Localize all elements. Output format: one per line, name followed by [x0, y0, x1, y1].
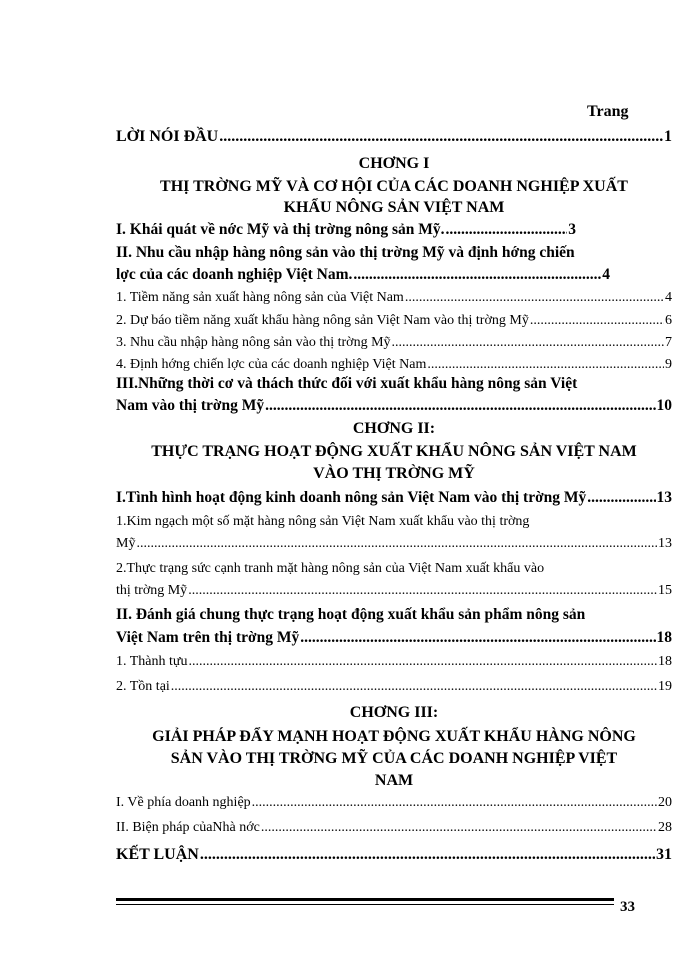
- dot-leader: [265, 397, 655, 415]
- chapter-3-heading: CHƠNG III:: [349, 704, 439, 721]
- toc-entry-label: 1. Thành tựu: [116, 654, 188, 669]
- toc-entry-label: 1. Tiềm năng sản xuất hàng nông sản của Việt Nam: [116, 290, 404, 305]
- toc-entry-label: KẾT LUẬN: [116, 846, 199, 863]
- chapter-3-title-line-1: GIẢI PHÁP ĐẨY MẠNH HOẠT ĐỘNG XUẤT KHẨU HÀNG NÔNG: [152, 728, 636, 745]
- toc-entry-1-3-line-1: III.Những thời cơ và thách thức đối với xuất khẩu hàng nông sản Việt: [116, 375, 578, 392]
- dot-leader: [200, 846, 655, 864]
- footer-rule-thick: [116, 898, 614, 901]
- toc-entry-page: 18: [656, 629, 672, 646]
- dot-leader: [188, 583, 657, 599]
- dot-leader: [219, 128, 663, 146]
- toc-entry-intro[interactable]: [116, 128, 672, 146]
- toc-entry-2-1-2-line-1: 2.Thực trạng sức cạnh tranh mặt hàng nông sản của Việt Nam xuất khẩu vào: [116, 561, 545, 576]
- toc-entry-1-1[interactable]: [116, 221, 576, 239]
- toc-entry-page: 1: [664, 128, 672, 145]
- dot-leader: [300, 629, 655, 647]
- dot-leader: [446, 221, 568, 239]
- toc-entry-page: 7: [665, 335, 672, 350]
- toc-entry-page: 4: [602, 266, 610, 283]
- toc-entry-1-2-4[interactable]: [116, 357, 672, 373]
- toc-entry-3-2[interactable]: [116, 820, 672, 836]
- toc-entry-page: 3: [568, 221, 576, 238]
- toc-entry-3-1[interactable]: [116, 795, 672, 811]
- toc-entry-1-2-line-1: II. Nhu cầu nhập hàng nông sản vào thị trờng Mỹ và định hớng chiến: [116, 244, 575, 261]
- toc-entry-label: 3. Nhu cầu nhập hàng nông sản vào thị trờng Mỹ: [116, 335, 391, 350]
- dot-leader: [587, 489, 655, 507]
- toc-entry-page: 4: [665, 290, 672, 305]
- toc-entry-label: Việt Nam trên thị trờng Mỹ: [116, 629, 300, 646]
- toc-entry-page: 15: [658, 583, 672, 598]
- toc-entry-page: 13: [656, 489, 672, 506]
- toc-entry-2-1-1-line-1: 1.Kim ngạch một số mặt hàng nông sản Việt Nam xuất khẩu vào thị trờng: [116, 514, 530, 529]
- toc-entry-2-2-1[interactable]: [116, 654, 672, 670]
- dot-leader: [530, 313, 664, 329]
- toc-entry-page: 18: [658, 654, 672, 669]
- toc-entry-1-2-1[interactable]: [116, 290, 672, 306]
- toc-entry-label: lợc của các doanh nghiệp Việt Nam.: [116, 266, 353, 283]
- chapter-1-heading: CHƠNG I: [358, 155, 430, 172]
- toc-entry-conclusion[interactable]: [116, 846, 672, 864]
- dot-leader: [353, 266, 601, 284]
- toc-entry-page: 9: [665, 357, 672, 372]
- chapter-3-title-line-3: NAM: [374, 772, 414, 789]
- toc-entry-label: thị trờng Mỹ: [116, 583, 188, 598]
- toc-entry-label: I.Tình hình hoạt động kinh doanh nông sản Việt Nam vào thị trờng Mỹ: [116, 489, 587, 506]
- chapter-3-title-line-2: SẢN VÀO THỊ TRỜNG MỸ CỦA CÁC DOANH NGHIỆP VIỆT: [170, 750, 618, 767]
- dot-leader: [427, 357, 664, 373]
- toc-entry-label: 2. Dự báo tiềm năng xuất khẩu hàng nông sản Việt Nam vào thị trờng Mỹ: [116, 313, 529, 328]
- toc-entry-1-3[interactable]: [116, 397, 672, 415]
- chapter-2-heading: CHƠNG II:: [352, 420, 436, 437]
- dot-leader: [136, 536, 657, 552]
- chapter-2-title-line-2: VÀO THỊ TRỜNG MỸ: [313, 465, 475, 482]
- chapter-2-title-line-1: THỰC TRẠNG HOẠT ĐỘNG XUẤT KHẨU NÔNG SẢN VIỆT NAM: [151, 443, 637, 460]
- dot-leader: [392, 335, 664, 351]
- toc-entry-page: 31: [656, 846, 672, 863]
- toc-entry-page: 13: [658, 536, 672, 551]
- toc-entry-label: I. Khái quát về nớc Mỹ và thị trờng nông sản Mỹ.: [116, 221, 445, 238]
- toc-entry-label: Nam vào thị trờng Mỹ: [116, 397, 265, 414]
- dot-leader: [252, 795, 657, 811]
- chapter-1-title-line-1: THỊ TRỜNG MỸ VÀ CƠ HỘI CỦA CÁC DOANH NGHIỆP XUẤT: [160, 178, 628, 195]
- toc-entry-2-1-2[interactable]: [116, 583, 672, 599]
- toc-entry-label: LỜI NÓI ĐẦU: [116, 128, 219, 145]
- chapter-1-title-line-2: KHẨU NÔNG SẢN VIỆT NAM: [283, 199, 505, 216]
- toc-entry-1-2[interactable]: [116, 266, 610, 284]
- toc-entry-2-2[interactable]: [116, 629, 672, 647]
- toc-entry-label: I. Về phía doanh nghiệp: [116, 795, 251, 810]
- toc-entry-label: Mỹ: [116, 536, 136, 551]
- toc-entry-page: 10: [656, 397, 672, 414]
- toc-entry-page: 28: [658, 820, 672, 835]
- toc-entry-2-1-1[interactable]: [116, 536, 672, 552]
- dot-leader: [171, 679, 657, 695]
- dot-leader: [189, 654, 658, 670]
- toc-entry-page: 6: [665, 313, 672, 328]
- toc-entry-2-2-line-1: II. Đánh giá chung thực trạng hoạt động xuất khẩu sản phẩm nông sản: [116, 606, 586, 623]
- toc-entry-page: 19: [658, 679, 672, 694]
- toc-entry-label: 2. Tồn tại: [116, 679, 170, 694]
- toc-entry-page: 20: [658, 795, 672, 810]
- toc-entry-2-1[interactable]: [116, 489, 672, 507]
- toc-entry-1-2-3[interactable]: [116, 335, 672, 351]
- toc-entry-label: II. Biện pháp củaNhà nớc: [116, 820, 260, 835]
- toc-entry-1-2-2[interactable]: [116, 313, 672, 329]
- toc-entry-label: 4. Định hớng chiến lợc của các doanh nghiệp Việt Nam: [116, 357, 427, 372]
- dot-leader: [261, 820, 657, 836]
- toc-entry-2-2-2[interactable]: [116, 679, 672, 695]
- dot-leader: [405, 290, 664, 306]
- footer-rule-thin: [116, 904, 614, 905]
- page-number: 33: [620, 899, 635, 915]
- page-column-header: Trang: [587, 103, 629, 120]
